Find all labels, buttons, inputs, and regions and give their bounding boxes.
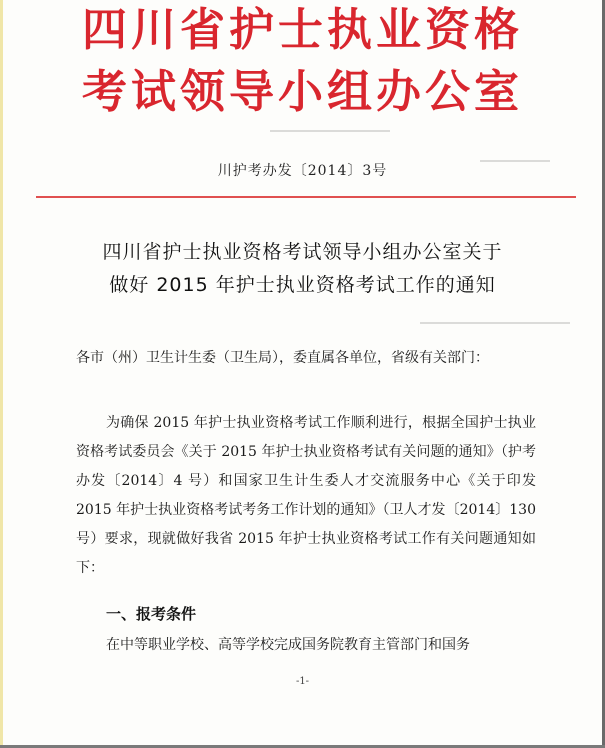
body-paragraph: 为确保 2015 年护士执业资格考试工作顺利进行，根据全国护士执业资格考试委员会《关于 2015 年护士执业资格考试有关问题的通知》（护考办发〔2014〕4 号）和国家卫生计生委人才交流服务中心《关于印发 2015 年护士执业资格考试考务工作计划的通知》（卫人才发〔2014〕130 号）要求，现就做好我省 2015 年护士执业资格考试工作有关问题通知如下： [76, 415, 536, 576]
greeting: 各市（州）卫生计生委（卫生局），委直属各单位，省级有关部门： [76, 350, 489, 366]
page-number: -1- [295, 676, 310, 687]
bleed-through-mark [270, 130, 390, 132]
section-heading: 一、报考条件 [106, 605, 197, 623]
notice-title-line-1: 四川省护士执业资格考试领导小组办公室关于 [102, 241, 503, 263]
letterhead-line-1: 四川省护士执业资格 [81, 3, 523, 56]
bleed-through-mark [480, 160, 550, 162]
letterhead-line-2: 考试领导小组办公室 [81, 65, 523, 118]
red-divider-line [36, 196, 576, 198]
bleed-through-mark [420, 322, 570, 324]
section-text: 在中等职业学校、高等学校完成国务院教育主管部门和国务 [106, 637, 470, 653]
notice-title-line-2: 做好 2015 年护士执业资格考试工作的通知 [109, 274, 496, 296]
document-number: 川护考办发〔2014〕3号 [217, 163, 388, 179]
